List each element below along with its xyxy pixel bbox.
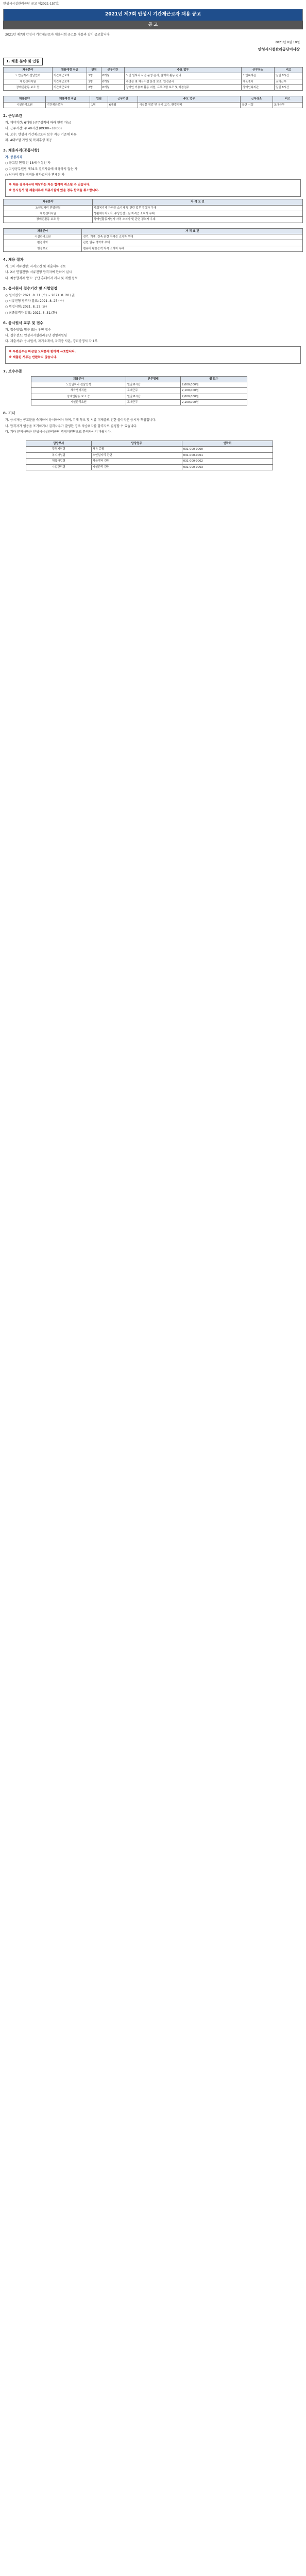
table-cell: 체육센터직원 (4, 79, 53, 84)
list-item: 가. 1차 서류전형: 자격요건 및 제출서류 검토 (5, 265, 66, 269)
table-cell: 공단 시설 (241, 102, 273, 108)
table-cell: 기간제근로자 (52, 79, 87, 84)
table-cell: 체육센터직원 (31, 388, 126, 394)
table-cell: 채용 총괄 (91, 447, 182, 452)
list-item: 가. 응시자는 공고문을 숙지하여 응시하여야 하며, 기재 착오 및 서류 미제출로 인한 불이익은 응시자 책임입니다. (5, 418, 157, 422)
notice-date: 2021년 8월 10일 (275, 40, 300, 44)
table-cell: 장애인활동지원사 자격 소지자 및 관련 경력자 우대 (93, 217, 303, 223)
recruitment-table (3, 67, 303, 91)
table-cell: 2,000,000원 (180, 394, 247, 399)
table-cell: 시설관리팀 (26, 464, 92, 470)
table-cell: 1명 (90, 102, 108, 108)
list-item: ○ 서류전형 합격자 발표: 2021. 8. 25.(수) (5, 299, 64, 303)
table-cell: 생활체육지도사, 수상안전요원 자격증 소지자 우대 (93, 211, 303, 216)
table-cell: 장애인 이용자 활동 지원, 프로그램 보조 및 행정업무 (125, 85, 242, 91)
table-row (31, 400, 247, 405)
qualification-table (3, 199, 303, 223)
table-cell: 1명 (87, 73, 101, 79)
recruitment-table-2 (3, 96, 303, 108)
table-cell: 6개월 (101, 85, 125, 91)
list-item: 가. 접수방법: 방문 또는 우편 접수 (5, 328, 51, 332)
notice-number: 안성시시설관리공단 공고 제2021-157호 (3, 2, 59, 6)
qualification-note-box (5, 179, 301, 197)
table-cell: 경영지원팀 (26, 447, 92, 452)
table-row (31, 394, 247, 399)
table-cell: 031-000-0001 (182, 452, 273, 458)
table-cell: 노인 일자리 사업 운영 관리, 참여자 활동 관리 (125, 73, 242, 79)
table-cell: 교대근무 (126, 400, 180, 405)
table-cell: 노인일자리 관련 (91, 452, 182, 458)
table-cell: 6개월 (108, 102, 138, 108)
qualification-subtitle: 가. 공통자격 (5, 156, 23, 160)
list-item: ※ 제출된 서류는 반환하지 않습니다. (9, 355, 58, 359)
list-item: 라. 4대보험 가입 및 복리후생 제공 (5, 138, 52, 142)
table-cell: 장애인활동 보조 등 (4, 85, 53, 91)
section-5-title: 5. 응시원서 접수기간 및 시험일정 (3, 286, 58, 291)
table-row (26, 447, 273, 452)
list-item: 다. 최종합격자 발표: 공단 홈페이지 게시 및 개별 통보 (5, 276, 78, 280)
table-header: 근무장소 (241, 67, 274, 73)
section-6-title: 6. 응시원서 교부 및 접수 (3, 320, 44, 325)
table-header: 채용예정 직급 (45, 96, 90, 102)
table-cell: 수영장 및 체육시설 운영 보조, 안전관리 (125, 79, 242, 84)
table-header: 채용분야 (4, 199, 93, 205)
list-item: ※ 응시원서 및 제출서류에 허위사실이 있을 경우 합격을 취소합니다. (9, 189, 99, 193)
table-row (4, 85, 303, 91)
table-header: 월 보수 (180, 376, 247, 382)
table-header: 주요 업무 (125, 67, 242, 73)
table-cell: 2,000,000원 (180, 382, 247, 387)
notice-label: 공 고 (3, 21, 303, 29)
table-row (4, 217, 303, 223)
table-row (31, 382, 247, 387)
list-item: 나. 근무시간: 주 40시간 (09:00~18:00) (5, 127, 62, 131)
table-header: 채용분야 (4, 96, 46, 102)
table-header: 자 격 요 건 (93, 199, 303, 205)
table-cell: 체육센터 관련 (91, 459, 182, 464)
section-3-title: 3. 채용자격(공통사항) (3, 148, 40, 153)
table-cell: 환경미화 (4, 240, 82, 246)
table-cell: 2,100,000원 (180, 400, 247, 405)
table-cell: 기간제근로자 (45, 102, 90, 108)
section-1-title: 1. 채용 분야 및 인원 (3, 58, 43, 65)
list-item: ※ 우편접수는 마감일 도착분에 한하여 유효합니다. (9, 350, 76, 353)
list-item: 나. 접수장소: 안성시시설관리공단 경영지원팀 (5, 334, 67, 338)
table-header: 채용분야 (31, 376, 126, 382)
table-cell: 기간제근로자 (52, 85, 87, 91)
etc-list (0, 418, 306, 434)
table-cell: 체육센터직원 (4, 211, 93, 216)
table-header: 근무형태 (126, 376, 180, 382)
table-cell: 전기, 기계, 건축 관련 자격증 소지자 우대 (82, 234, 303, 240)
table-header: 근무기간 (101, 67, 125, 73)
list-item: 다. 기타 문의사항은 안성시시설관리공단 경영지원팀으로 문의하시기 바랍니다. (5, 430, 112, 434)
list-item: ※ 채용 결격사유에 해당하는 자는 합격이 취소될 수 있습니다. (9, 183, 91, 187)
table-cell: 시설관리요원 (31, 400, 126, 405)
table-cell: 6개월 (101, 73, 125, 79)
list-item: ○ 원서접수: 2021. 8. 11.(수) ~ 2021. 8. 20.(금) (5, 293, 76, 297)
salary-table (31, 376, 247, 406)
qualification-table-2 (3, 228, 303, 252)
list-item: ○ 공고일 현재 만 18세 이상인 자 (5, 161, 51, 165)
table-row (26, 452, 273, 458)
application-list (0, 328, 306, 344)
list-item: ○ 최종합격자 발표: 2021. 8. 31.(화) (5, 311, 57, 315)
list-item: 나. 2차 면접전형: 서류전형 합격자에 한하여 실시 (5, 270, 72, 275)
list-item: ○ 면접시험: 2021. 8. 27.(금) (5, 305, 47, 309)
application-note-box (5, 346, 301, 364)
table-row (4, 234, 303, 240)
table-cell: 031-000-0000 (182, 447, 273, 452)
table-cell: 체육센터 (241, 79, 274, 84)
table-cell: 일일 8시간 (126, 382, 180, 387)
table-header: 근무장소 (241, 96, 273, 102)
table-header: 연락처 (182, 441, 273, 447)
work-conditions (0, 121, 306, 143)
table-cell: 장애인활동 보조 등 (4, 217, 93, 223)
table-cell: 교대근무 (275, 79, 303, 84)
table-header: 인원 (90, 96, 108, 102)
table-row (31, 388, 247, 394)
table-cell: 교대근무 (273, 102, 302, 108)
qualification-list (0, 161, 306, 177)
table-header: 채용분야 (4, 228, 82, 234)
table-cell: 장애인복지관 (241, 85, 274, 91)
table-cell: 일일 8시간 (275, 73, 303, 79)
table-cell: 6개월 (101, 79, 125, 84)
table-header: 비고 (275, 67, 303, 73)
table-cell: 관련 업무 경력자 우대 (82, 240, 303, 246)
issuer: 안성시시설관리공단이사장 (258, 47, 300, 52)
table-header: 채용예정 직급 (52, 67, 87, 73)
list-item: ○ 남자의 경우 병역을 필하였거나 면제된 자 (5, 173, 65, 177)
table-cell: 장애인활동 보조 등 (31, 394, 126, 399)
table-cell: 기간제근로자 (52, 73, 87, 79)
table-cell: 체육사업팀 (26, 459, 92, 464)
table-header: 채용분야 (4, 67, 53, 73)
table-row (26, 459, 273, 464)
table-header: 담당업무 (91, 441, 182, 447)
section-7-title: 7. 보수수준 (3, 369, 23, 374)
table-cell: 시설관리요원 (4, 234, 82, 240)
table-cell: 시설관리요원 (4, 102, 46, 108)
list-item: 가. 계약기간: 6개월 (근무성적에 따라 연장 가능) (5, 121, 72, 125)
section-2-title: 2. 근무조건 (3, 114, 23, 118)
list-item: 다. 제출서류: 응시원서, 자기소개서, 자격증 사본, 경력증명서 각 1부 (5, 340, 98, 344)
table-cell: 031-000-0002 (182, 459, 273, 464)
table-cell: 일일 8시간 (126, 394, 180, 399)
table-row (4, 73, 303, 79)
table-header: 담당부서 (26, 441, 92, 447)
table-cell: 노인일자리 전담인력 (31, 382, 126, 387)
procedure-list (0, 264, 306, 281)
table-cell: 사회복지사 자격증 소지자 및 관련 업무 경력자 우대 (93, 205, 303, 211)
table-cell: 2,100,000원 (180, 388, 247, 394)
list-item: ○ 지방공무원법 제31조 결격사유에 해당하지 않는 자 (5, 167, 78, 171)
table-cell: 2명 (87, 85, 101, 91)
table-cell: 시설관리 관련 (91, 464, 182, 470)
table-header: 근무기간 (108, 96, 138, 102)
section-4-title: 4. 채용 절차 (3, 258, 24, 262)
table-row (4, 79, 303, 84)
table-header: 자 격 요 건 (82, 228, 303, 234)
table-header: 인원 (87, 67, 101, 73)
table-cell: 행정보조 (4, 246, 82, 251)
table-row (4, 211, 303, 216)
table-row (4, 240, 303, 246)
section-8-title: 8. 기타 (3, 411, 15, 416)
table-cell: 시설물 점검 및 유지 보수, 환경정비 (138, 102, 241, 108)
table-cell: 컴퓨터 활용능력 자격 소지자 우대 (82, 246, 303, 251)
table-row (4, 102, 303, 108)
table-cell: 복지사업팀 (26, 452, 92, 458)
contact-table (26, 440, 273, 470)
schedule-list (0, 293, 306, 315)
table-cell: 교대근무 (126, 388, 180, 394)
table-cell: 1명 (87, 79, 101, 84)
table-row (4, 205, 303, 211)
table-cell: 노인복지관 (241, 73, 274, 79)
table-row (4, 246, 303, 251)
table-cell: 노인일자리 전담인력 (4, 205, 93, 211)
table-cell: 노인일자리 전담인력 (4, 73, 53, 79)
list-item: 다. 보수: 안성시 기간제근로자 보수 지급 기준에 따름 (5, 132, 77, 137)
table-header: 주요 업무 (138, 96, 241, 102)
list-item: 나. 합격자가 임용을 포기하거나 결격사유가 발생한 경우 차순위자를 합격자로 결정할 수 있습니다. (5, 424, 138, 428)
table-row (26, 464, 273, 470)
intro-text: 2021년 제7회 안성시 기간제근로자 채용시험 공고를 다음과 같이 공고합니다. (5, 32, 111, 37)
table-cell: 일일 8시간 (275, 85, 303, 91)
table-header: 비고 (273, 96, 302, 102)
table-cell: 031-000-0003 (182, 464, 273, 470)
page-title: 2021년 제7회 안성시 기간제근로자 채용 공고 (3, 9, 303, 21)
